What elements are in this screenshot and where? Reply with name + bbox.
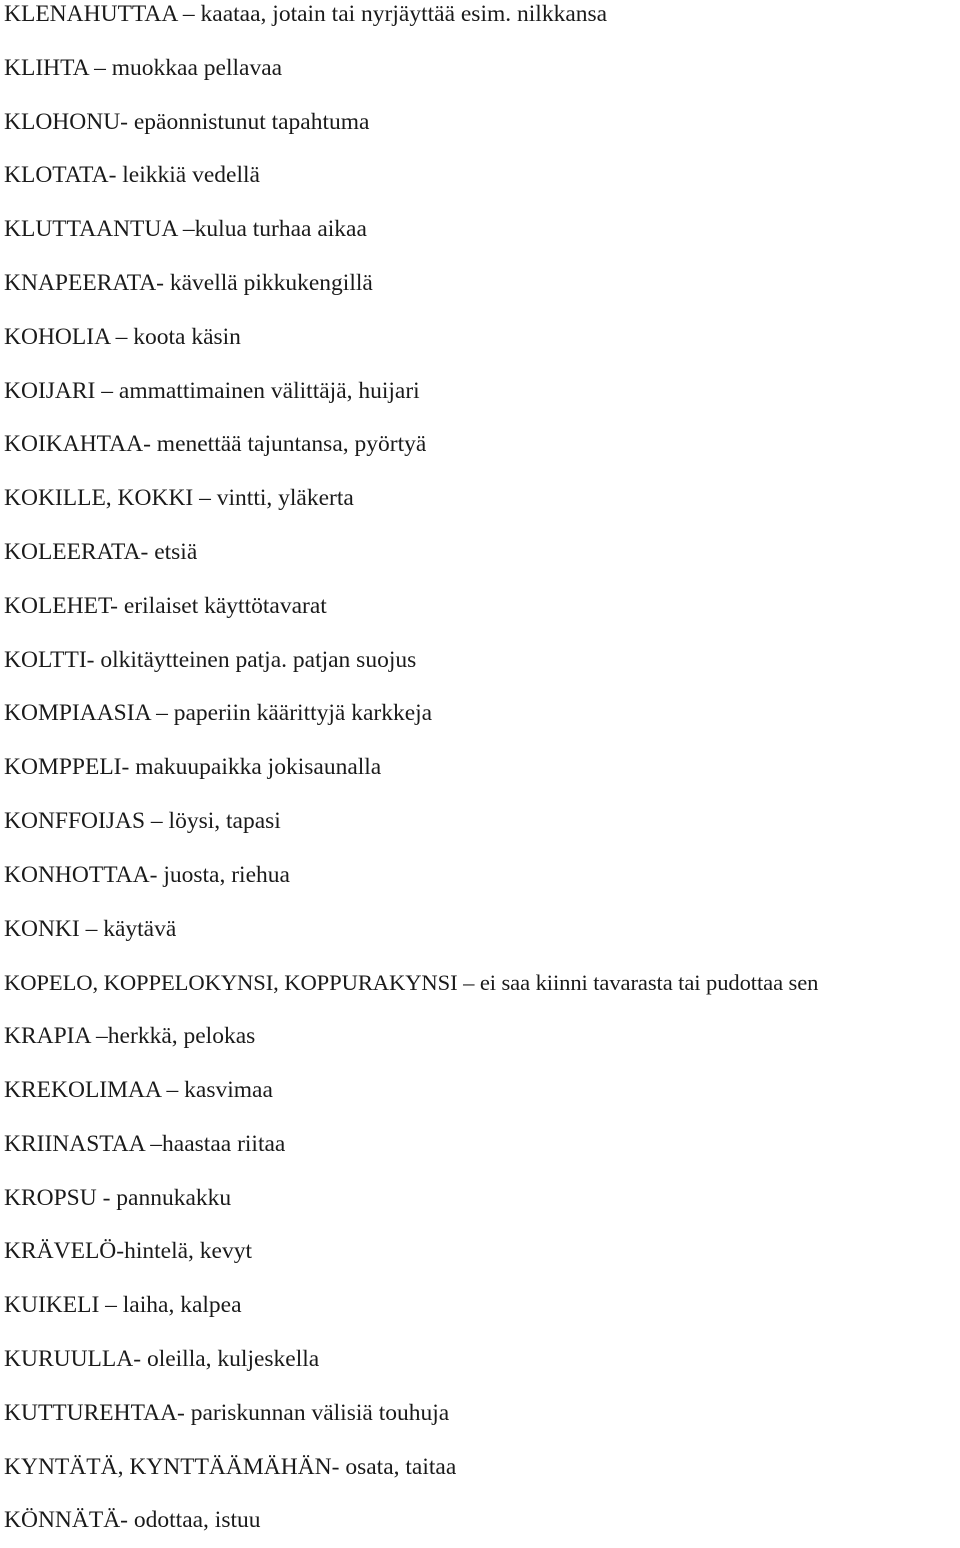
word-entry: KOMPIAASIA – paperiin käärittyjä karkkeja xyxy=(4,700,433,727)
word-entry: KYNTÄTÄ, KYNTTÄÄMÄHÄN- osata, taitaa xyxy=(4,1453,457,1480)
word-list xyxy=(4,0,960,1548)
word-entry: KOMPPELI- makuupaikka jokisaunalla xyxy=(4,754,382,781)
word-entry: KOPELO, KOPPELOKYNSI, KOPPURAKYNSI – ei saa kiinni tavarasta tai pudottaa sen xyxy=(4,970,819,996)
word-entry: KRÄVELÖ-hintelä, kevyt xyxy=(4,1238,253,1265)
word-entry: KOIKAHTAA- menettää tajuntansa, pyörtyä xyxy=(4,431,427,458)
word-entry: KREKOLIMAA – kasvimaa xyxy=(4,1076,273,1103)
word-entry: KONFFOIJAS – löysi, tapasi xyxy=(4,807,281,834)
word-entry: KLOHONU- epäonnistunut tapahtuma xyxy=(4,108,370,135)
word-entry: KLOTATA- leikkiä vedellä xyxy=(4,162,260,189)
word-entry: KÖNNÄTÄ- odottaa, istuu xyxy=(4,1507,261,1534)
word-entry: KOHOLIA – koota käsin xyxy=(4,323,241,350)
word-entry: KONHOTTAA- juosta, riehua xyxy=(4,861,290,888)
word-entry: KLUTTAANTUA –kulua turhaa aikaa xyxy=(4,216,367,243)
word-entry: KRIINASTAA –haastaa riitaa xyxy=(4,1130,286,1157)
word-entry: KOKILLE, KOKKI – vintti, yläkerta xyxy=(4,485,354,512)
word-entry: KOIJARI – ammattimainen välittäjä, huijari xyxy=(4,377,420,404)
word-entry: KRAPIA –herkkä, pelokas xyxy=(4,1023,256,1050)
word-entry: KLIHTA – muokkaa pellavaa xyxy=(4,54,283,81)
word-entry: KUIKELI – laiha, kalpea xyxy=(4,1292,242,1319)
word-entry: KURUULLA- oleilla, kuljeskella xyxy=(4,1345,320,1372)
word-entry: KNAPEERATA- kävellä pikkukengillä xyxy=(4,269,373,296)
word-entry: KONKI – käytävä xyxy=(4,915,177,942)
word-entry: KOLTTI- olkitäytteinen patja. patjan suojus xyxy=(4,646,417,673)
word-entry: KROPSU - pannukakku xyxy=(4,1184,232,1211)
word-entry: KOLEHET- erilaiset käyttötavarat xyxy=(4,592,327,619)
word-entry: KUTTUREHTAA- pariskunnan välisiä touhuja xyxy=(4,1399,450,1426)
word-entry: KOLEERATA- etsiä xyxy=(4,538,198,565)
word-entry: KLENAHUTTAA – kaataa, jotain tai nyrjäyttää esim. nilkkansa xyxy=(4,1,608,27)
